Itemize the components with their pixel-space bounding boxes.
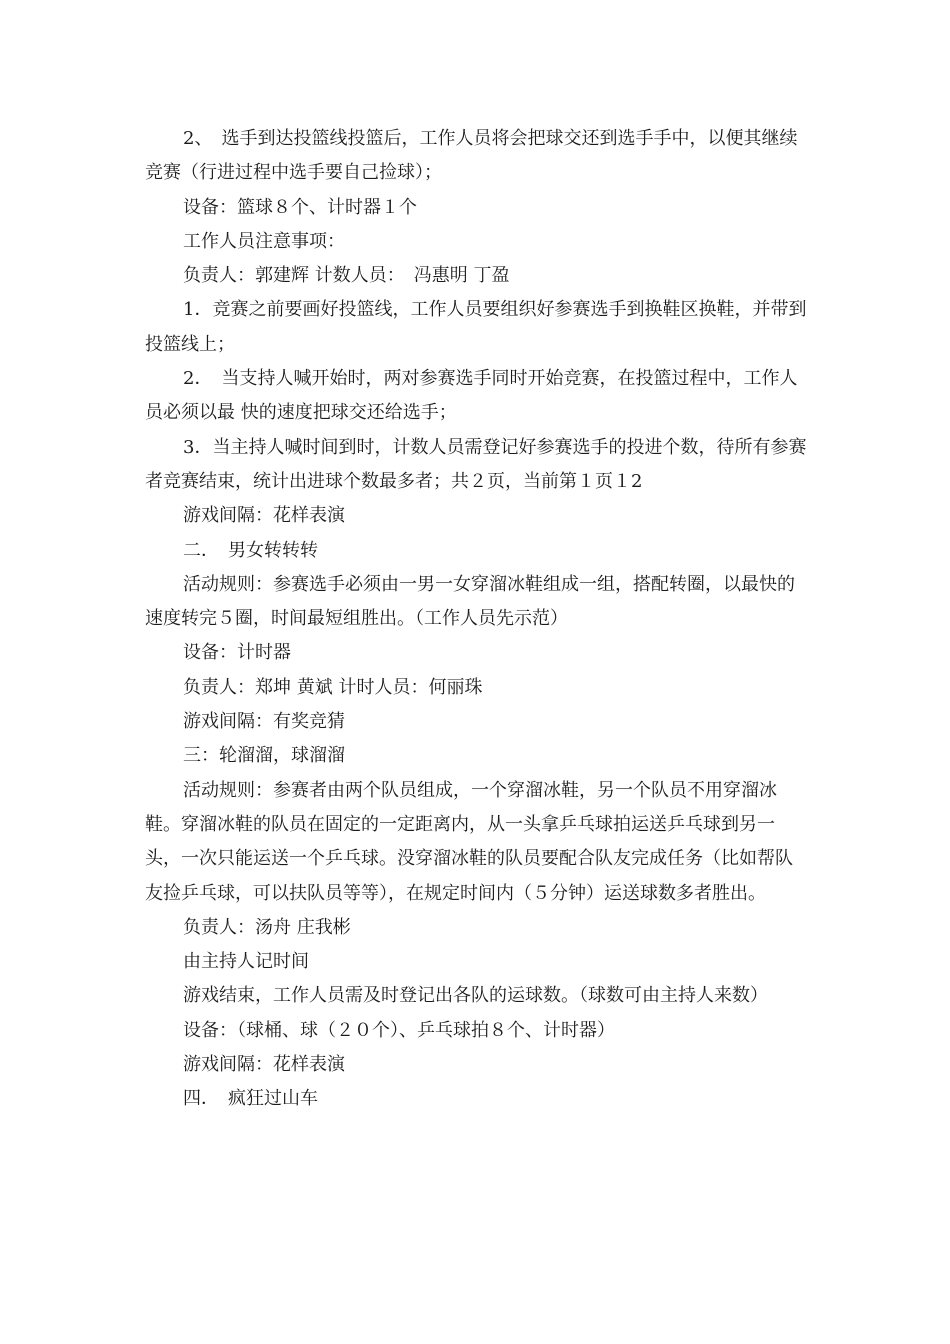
- paragraph-staff-note-2: 2． 当支持人喊开始时，两对参赛选手同时开始竞赛，在投篮过程中，工作人员必须以最 快的速度把球交还给选手；: [145, 368, 798, 424]
- paragraph-equipment-basketball: 设备：篮球８个、计时器１个: [183, 196, 417, 218]
- paragraph-game-end: 游戏结束，工作人员需及时登记出各队的运球数。（球数可由主持人来数）: [183, 985, 768, 1007]
- paragraph-timekeeping: 由主持人记时间: [183, 951, 309, 973]
- paragraph-interval-quiz: 游戏间隔：有奖竞猜: [183, 711, 345, 733]
- paragraph-equipment-timer: 设备：计时器: [183, 642, 291, 664]
- section-heading-4: 四． 疯狂过山车: [183, 1088, 318, 1110]
- paragraph-rule-spin: 活动规则：参赛选手必须由一男一女穿溜冰鞋组成一组，搭配转圈，以最快的速度转完５圈，时间最短组胜出。（工作人员先示范）: [145, 573, 795, 630]
- section-heading-3: 三：轮溜溜，球溜溜: [183, 745, 345, 767]
- paragraph-shooting-rule-2: 2、 选手到达投篮线投篮后，工作人员将会把球交还到选手手中，以便其继续竞赛（行进过程中选手要自己捡球）；: [145, 128, 798, 184]
- paragraph-equipment-pingpong: 设备：（球桶、球（２０个）、乒乓球拍８个、计时器）: [183, 1019, 615, 1041]
- paragraph-staff-note-3: 3．当主持人喊时间到时，计数人员需登记好参赛选手的投进个数，待所有参赛者竞赛结束，统计出进球个数最多者；共２页，当前第１页１2: [145, 436, 807, 492]
- paragraph-interval-show-2: 游戏间隔：花样表演: [183, 1054, 345, 1076]
- paragraph-interval-show-1: 游戏间隔：花样表演: [183, 505, 345, 527]
- paragraph-responsible-pingpong: 负责人：汤舟 庄我彬: [183, 916, 351, 938]
- paragraph-staff-notes-heading: 工作人员注意事项：: [183, 230, 345, 252]
- paragraph-responsible-spin: 负责人：郑坤 黄斌 计时人员：何丽珠: [183, 676, 483, 698]
- document-body: [145, 122, 810, 1117]
- section-heading-2: 二． 男女转转转: [183, 539, 318, 561]
- paragraph-responsible-basketball: 负责人：郭建辉 计数人员： 冯惠明 丁盈: [183, 265, 510, 287]
- paragraph-rule-pingpong: 活动规则：参赛者由两个队员组成，一个穿溜冰鞋，另一个队员不用穿溜冰鞋。穿溜冰鞋的队员在固定的一定距离内，从一头拿乒乓球拍运送乒乓球到另一头，一次只能运送一个乒乓球。没穿溜冰鞋的队员要配合队友完成任务（比如帮队友捡乒乓球，可以扶队员等等），在规定时间内（５分钟）运送球数多者胜出。: [145, 779, 793, 904]
- paragraph-staff-note-1: 1．竞赛之前要画好投篮线，工作人员要组织好参赛选手到换鞋区换鞋，并带到投篮线上；: [145, 299, 807, 355]
